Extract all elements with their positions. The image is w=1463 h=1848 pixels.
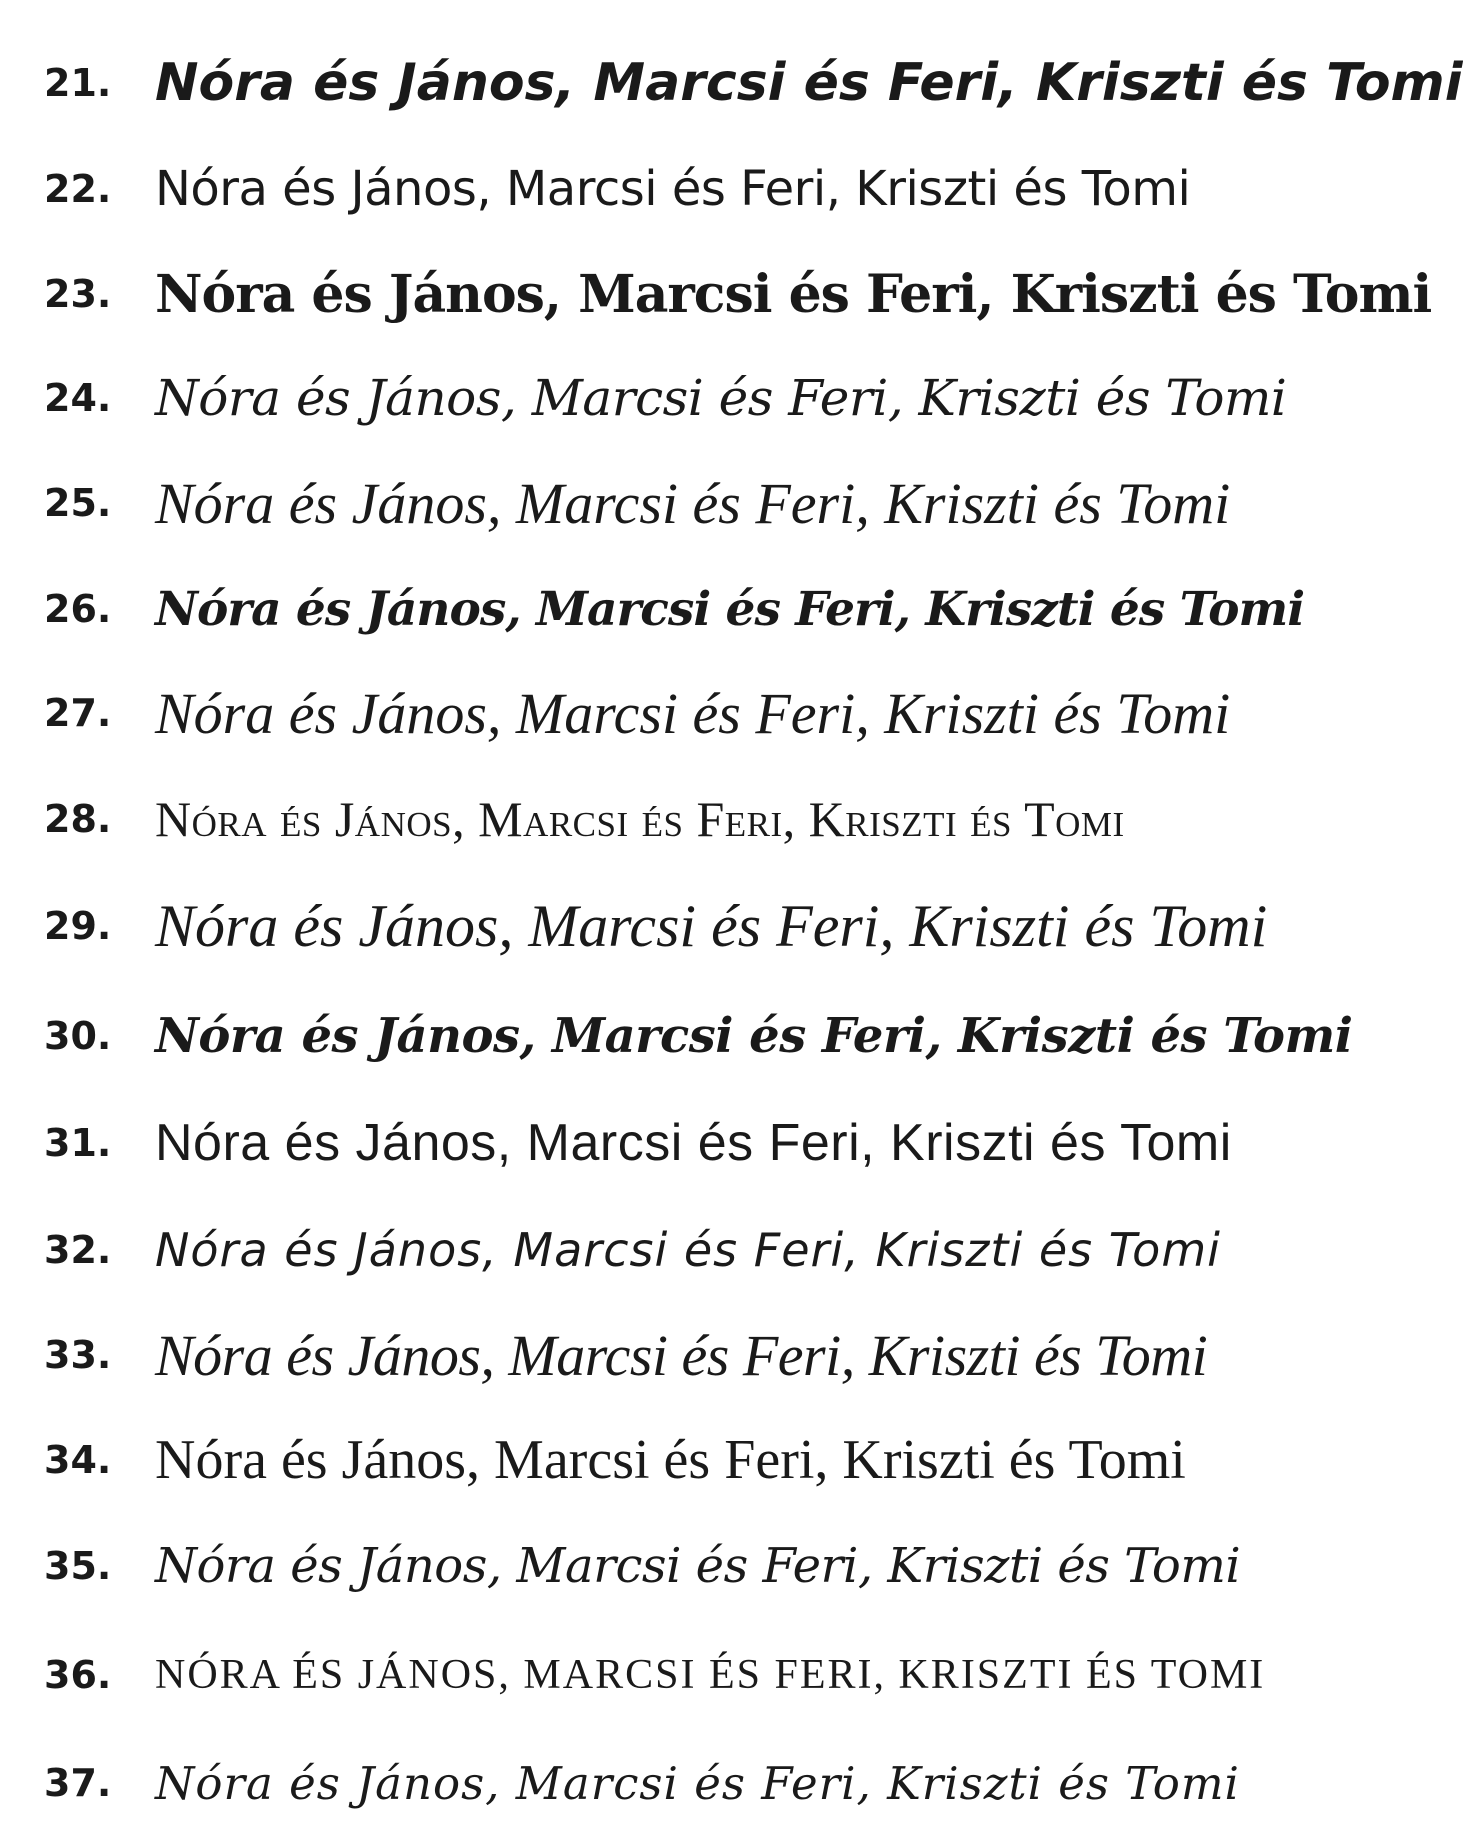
sample-number: 31. — [44, 1121, 112, 1165]
sample-text: Nóra és János, Marcsi és Feri, Kriszti és Tomi — [155, 1429, 1186, 1491]
sample-number: 37. — [44, 1761, 112, 1805]
sample-text: Nóra és János, Marcsi és Feri, Kriszti és Tomi — [155, 263, 1432, 325]
font-sample-row-30 — [0, 983, 1353, 1089]
font-sample-row-37 — [0, 1730, 1337, 1836]
sample-text: Nóra és János, Marcsi és Feri, Kriszti és Tomi — [155, 161, 1191, 217]
sample-text: Nóra és János, Marcsi és Feri, Kriszti és Tomi — [155, 680, 1231, 746]
sample-number: 27. — [44, 691, 112, 735]
font-sample-row-29 — [0, 873, 1337, 979]
sample-number: 35. — [44, 1544, 112, 1588]
sample-number: 21. — [44, 61, 112, 105]
font-sample-row-27 — [0, 660, 1337, 766]
sample-number: 23. — [44, 272, 112, 316]
font-sample-row-25 — [0, 450, 1337, 556]
sample-text: Nóra és János, Marcsi és Feri, Kriszti és Tomi — [155, 470, 1231, 536]
sample-text: Nóra és János, Marcsi és Feri, Kriszti és Tomi — [155, 581, 1305, 637]
sample-text: Nóra és János, Marcsi és Feri, Kriszti és Tomi — [155, 1538, 1241, 1594]
sample-number: 32. — [44, 1228, 112, 1272]
sample-number: 22. — [44, 167, 112, 211]
sample-text: Nóra és János, Marcsi és Feri, Kriszti és Tomi — [155, 53, 1463, 113]
sample-text: Nóra és János, Marcsi és Feri, Kriszti és Tomi — [155, 1114, 1232, 1172]
font-sample-row-32 — [0, 1197, 1337, 1303]
font-sample-row-23 — [0, 241, 1432, 347]
sample-number: 26. — [44, 587, 112, 631]
sample-number: 33. — [44, 1333, 112, 1377]
sample-number: 36. — [44, 1653, 112, 1697]
font-sample-row-34 — [0, 1407, 1337, 1513]
font-sample-row-21 — [0, 30, 1463, 136]
sample-number: 30. — [44, 1014, 112, 1058]
sample-text: NÓRA ÉS JÁNOS, MARCSI ÉS FERI, KRISZTI ÉS TOMI — [155, 1652, 1266, 1698]
font-sample-row-35 — [0, 1513, 1337, 1619]
sample-text: Nóra és János, Marcsi és Feri, Kriszti és Tomi — [155, 1008, 1353, 1064]
sample-text: Nóra és János, Marcsi és Feri, Kriszti és Tomi — [155, 369, 1287, 427]
font-sample-row-31 — [0, 1090, 1337, 1196]
sample-number: 29. — [44, 904, 112, 948]
sample-number: 28. — [44, 797, 112, 841]
sample-text: Nóra és János, Marcsi és Feri, Kriszti és Tomi — [155, 1756, 1240, 1810]
font-sample-row-36 — [0, 1622, 1337, 1728]
font-sample-row-26 — [0, 556, 1337, 662]
sample-number: 34. — [44, 1438, 112, 1482]
font-sample-row-28 — [0, 766, 1337, 872]
font-sample-row-33 — [0, 1302, 1337, 1408]
sample-text: Nóra és János, Marcsi és Feri, Kriszti és Tomi — [155, 1322, 1208, 1388]
sample-text: Nóra és János, Marcsi és Feri, Kriszti és Tomi — [155, 1223, 1221, 1277]
sample-number: 25. — [44, 481, 112, 525]
sample-text: Nóra és János, Marcsi és Feri, Kriszti és Tomi — [155, 791, 1125, 847]
font-sample-row-22 — [0, 136, 1337, 242]
sample-text: Nóra és János, Marcsi és Feri, Kriszti és Tomi — [155, 892, 1268, 959]
sample-number: 24. — [44, 376, 112, 420]
font-sample-row-24 — [0, 345, 1337, 451]
